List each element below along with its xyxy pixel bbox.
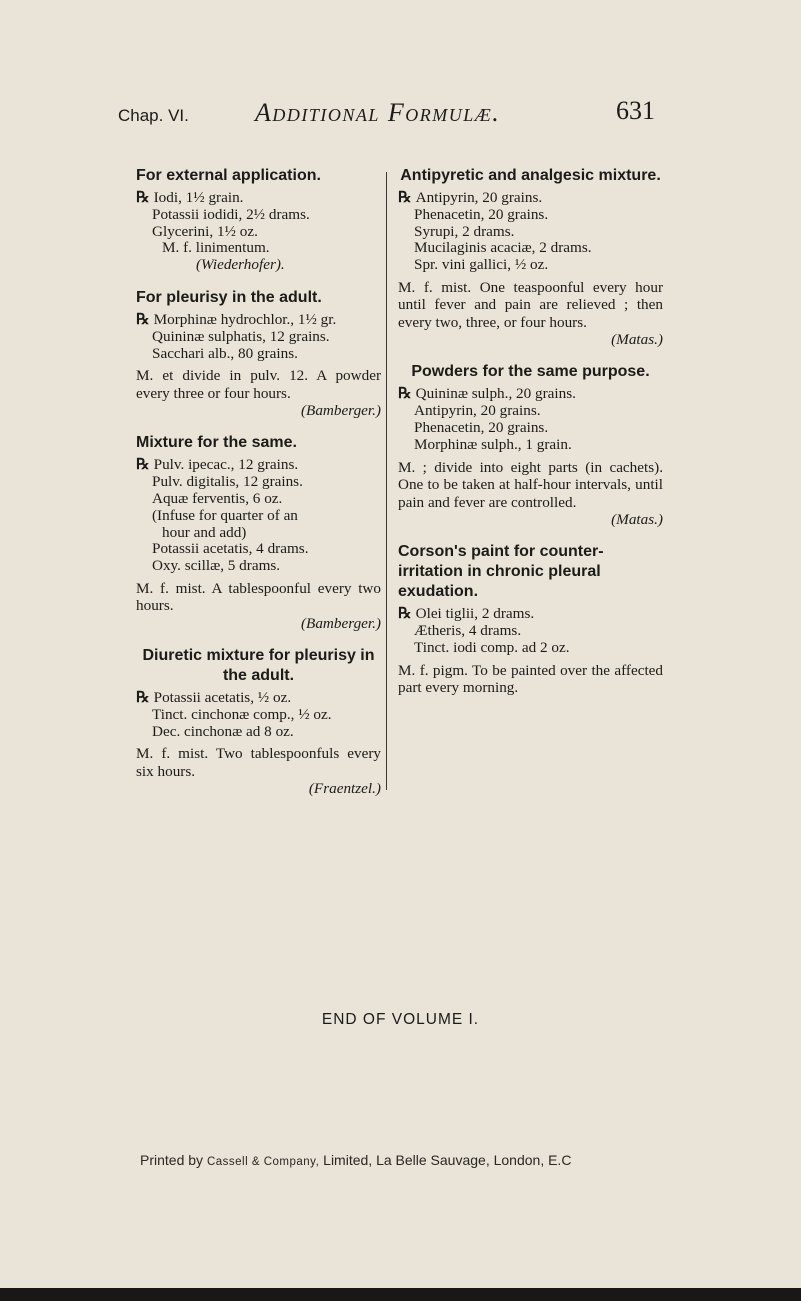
recipe-symbol: ℞: [136, 189, 150, 206]
ingredient-line: Spr. vini gallici, ½ oz.: [414, 256, 549, 274]
directions-paragraph: M. et divide in pulv. 12. A powder every three or four hours.: [136, 367, 381, 402]
scan-edge: [0, 1288, 801, 1301]
directions-paragraph: M. ; divide into eight parts (in cachets). One to be taken at half-hour intervals, until pain and fever are controlled.: [398, 458, 663, 511]
ingredient-line: Phenacetin, 20 grains.: [414, 205, 549, 223]
recipe-symbol: ℞: [136, 688, 150, 706]
directions-paragraph: M. f. mist. A tablespoonful every two hours.: [136, 579, 381, 615]
ingredient-line: Sacchari alb., 80 grains.: [152, 344, 298, 362]
formula-pleurisy-adult: [136, 288, 381, 419]
section-title: Corson's paint for counter-irritation in chronic pleural exudation.: [398, 543, 604, 601]
formula-corsons-paint: [398, 542, 663, 696]
ingredient-line: Oxy. scillæ, 5 drams.: [152, 557, 281, 575]
author-citation: (Wiederhofer).: [196, 256, 285, 274]
ingredient-line: Tinct. cinchonæ comp., ½ oz.: [152, 705, 332, 723]
author-citation: (Matas.): [611, 511, 663, 529]
ingredient-line: hour and add): [162, 523, 247, 541]
chapter-label: Chap. VI.: [118, 106, 189, 125]
ingredient-line: Phenacetin, 20 grains.: [414, 419, 549, 437]
ingredient-line: Quininæ sulphatis, 12 grains.: [152, 327, 330, 345]
formula-diuretic-mixture: [136, 646, 381, 797]
left-column: [136, 166, 381, 811]
ingredient-line: Pulv. digitalis, 12 grains.: [152, 473, 303, 491]
ingredient-line: Antipyrin, 20 grains.: [414, 402, 541, 420]
ingredient-line: Tinct. iodi comp. ad 2 oz.: [414, 638, 570, 656]
ingredient-line: ℞ Pulv. ipecac., 12 grains.: [136, 456, 299, 474]
ingredient-line: ℞ Iodi, 1½ grain.: [136, 189, 244, 206]
recipe-symbol: ℞: [398, 189, 412, 206]
column-divider: [386, 172, 387, 790]
running-title: Additional Formulæ.: [255, 98, 501, 127]
author-citation: (Fraentzel.): [308, 780, 381, 798]
ingredient-line: ℞ Morphinæ hydrochlor., 1½ gr.: [136, 310, 337, 328]
printer-imprint: Printed by Cassell & Company, Limited, La Belle Sauvage, London, E.C: [140, 1152, 572, 1168]
ingredient-line: Morphinæ sulph., 1 grain.: [414, 435, 572, 453]
right-column: [398, 166, 663, 711]
recipe-symbol: ℞: [398, 385, 412, 403]
recipe-symbol: ℞: [136, 310, 150, 328]
directions-paragraph: M. f. pigm. To be painted over the affected part every morning.: [398, 661, 663, 697]
page-number: 631: [616, 96, 655, 125]
end-of-volume: END OF VOLUME I.: [321, 1011, 480, 1028]
author-citation: (Bamberger.): [301, 614, 381, 632]
page-header: [118, 92, 708, 132]
ingredient-line: ℞ Potassii acetatis, ½ oz.: [136, 688, 292, 706]
instruction-line: M. f. linimentum.: [162, 239, 270, 257]
formula-mixture-same: [136, 433, 381, 632]
ingredient-line: ℞ Olei tiglii, 2 drams.: [398, 605, 535, 623]
formula-powders-same: [398, 362, 663, 528]
section-title: Diuretic mixture for pleurisy in the adult.: [142, 646, 375, 684]
author-citation: (Matas.): [611, 331, 663, 349]
ingredient-line: Mucilaginis acaciæ, 2 drams.: [414, 239, 592, 257]
section-title: For external application.: [136, 167, 321, 184]
formula-external-application: [136, 166, 381, 274]
ingredient-line: Dec. cinchonæ ad 8 oz.: [152, 722, 294, 740]
directions-paragraph: M. f. mist. One teaspoonful every hour until fever and pain are relieved ; then every two, three, or four hours.: [398, 278, 663, 331]
ingredient-line: Ætheris, 4 drams.: [414, 621, 522, 639]
section-title: Antipyretic and analgesic mixture.: [400, 167, 661, 184]
ingredient-line: Potassii acetatis, 4 drams.: [152, 540, 309, 558]
directions-paragraph: M. f. mist. Two tablespoonfuls every six hours.: [136, 745, 381, 780]
section-title: Powders for the same purpose.: [411, 363, 650, 381]
formula-antipyretic-mixture: [398, 166, 663, 348]
ingredient-line: ℞ Quininæ sulph., 20 grains.: [398, 385, 576, 403]
ingredient-line: (Infuse for quarter of an: [152, 506, 298, 524]
section-title: Mixture for the same.: [136, 434, 297, 452]
section-title: For pleurisy in the adult.: [136, 288, 322, 306]
ingredient-line: ℞ Antipyrin, 20 grains.: [398, 189, 543, 206]
ingredient-line: Potassii iodidi, 2½ drams.: [152, 205, 310, 223]
recipe-symbol: ℞: [136, 456, 150, 474]
author-citation: (Bamberger.): [301, 402, 381, 420]
ingredient-line: Syrupi, 2 drams.: [414, 222, 515, 240]
ingredient-line: Aquæ ferventis, 6 oz.: [152, 489, 283, 507]
ingredient-line: Glycerini, 1½ oz.: [152, 222, 258, 240]
recipe-symbol: ℞: [398, 605, 412, 623]
